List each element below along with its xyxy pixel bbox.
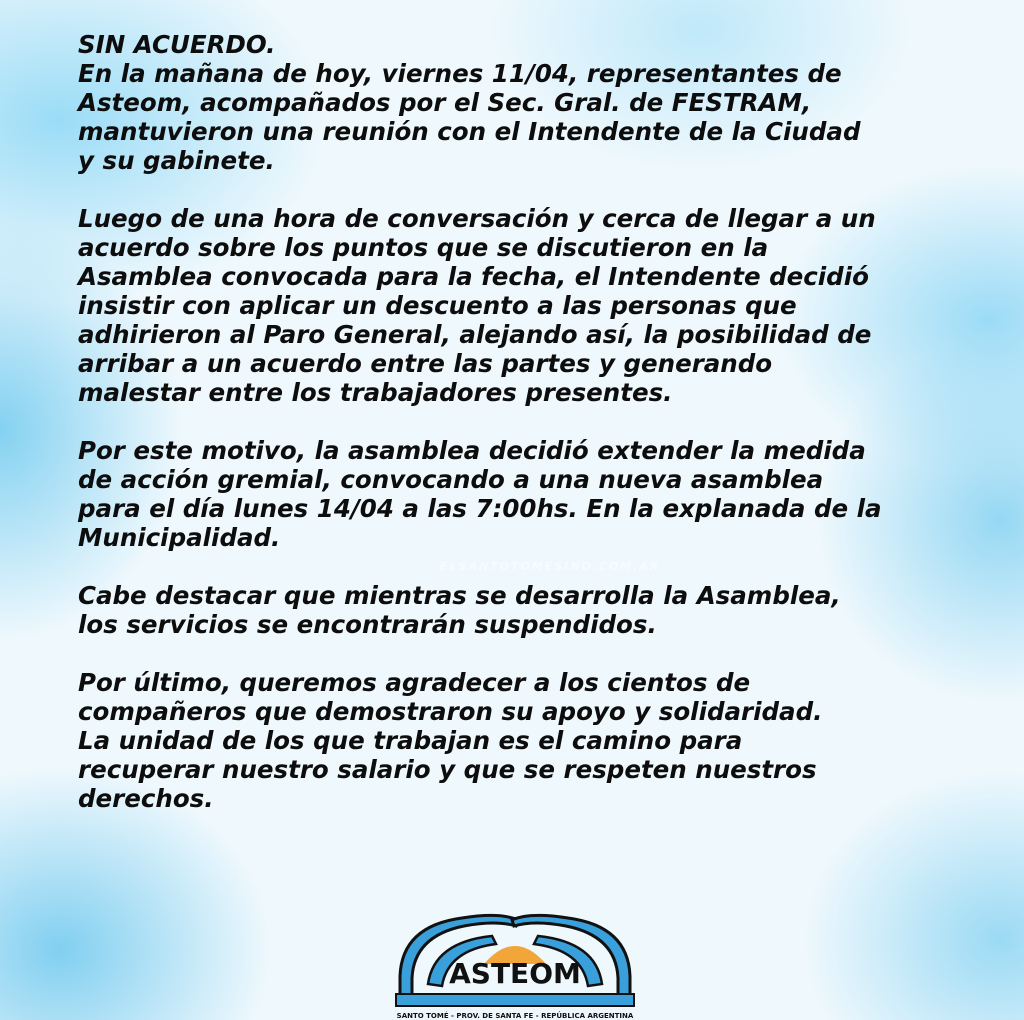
watermark-text: ELSANTOTOMESINO.COM.AR — [440, 560, 661, 573]
statement-paragraph — [78, 204, 978, 407]
statement-paragraph — [78, 668, 978, 813]
asteom-logo — [392, 906, 638, 1020]
paragraph-line: mantuvieron una reunión con el Intendente de la Ciudad — [78, 117, 861, 146]
paragraph-line: derechos. — [78, 784, 214, 813]
paragraph-line: recuperar nuestro salario y que se respeten nuestros — [78, 755, 817, 784]
paragraph-line: Cabe destacar que mientras se desarrolla la Asamblea, — [78, 581, 841, 610]
paragraph-line: Asamblea convocada para la fecha, el Intendente decidió — [78, 262, 869, 291]
statement-paragraphs — [78, 59, 978, 813]
paragraph-line: Municipalidad. — [78, 523, 281, 552]
paragraph-line: arribar a un acuerdo entre las partes y generando — [78, 349, 773, 378]
paragraph-line: para el día lunes 14/04 a las 7:00hs. En la explanada de la — [78, 494, 882, 523]
paragraph-line: los servicios se encontrarán suspendidos. — [78, 610, 657, 639]
statement-paragraph — [78, 59, 978, 175]
paragraph-line: malestar entre los trabajadores presentes. — [78, 378, 673, 407]
statement-paragraph — [78, 581, 978, 639]
paragraph-line: Luego de una hora de conversación y cerca de llegar a un — [78, 204, 876, 233]
paragraph-line: acuerdo sobre los puntos que se discutieron en la — [78, 233, 769, 262]
paragraph-line: y su gabinete. — [78, 146, 275, 175]
paragraph-line: En la mañana de hoy, viernes 11/04, representantes de — [78, 59, 842, 88]
paragraph-line: de acción gremial, convocando a una nueva asamblea — [78, 465, 824, 494]
statement-title-block — [78, 30, 978, 59]
paragraph-line: Por último, queremos agradecer a los cientos de — [78, 668, 751, 697]
logo-tagline: SANTO TOMÉ - PROV. DE SANTA FE - REPÚBLICA ARGENTINA — [396, 1012, 634, 1020]
paragraph-line: Por este motivo, la asamblea decidió extender la medida — [78, 436, 866, 465]
asteom-logo-icon — [392, 906, 638, 1020]
paragraph-line: Asteom, acompañados por el Sec. Gral. de FESTRAM, — [78, 88, 812, 117]
paragraph-line: insistir con aplicar un descuento a las personas que — [78, 291, 797, 320]
statement-text — [78, 30, 978, 842]
logo-name: ASTEOM — [449, 957, 581, 990]
paragraph-line: compañeros que demostraron su apoyo y solidaridad. — [78, 697, 823, 726]
paragraph-line: adhirieron al Paro General, alejando así, la posibilidad de — [78, 320, 872, 349]
paragraph-line: La unidad de los que trabajan es el camino para — [78, 726, 743, 755]
statement-paragraph — [78, 436, 978, 552]
statement-title: SIN ACUERDO. — [78, 30, 276, 59]
